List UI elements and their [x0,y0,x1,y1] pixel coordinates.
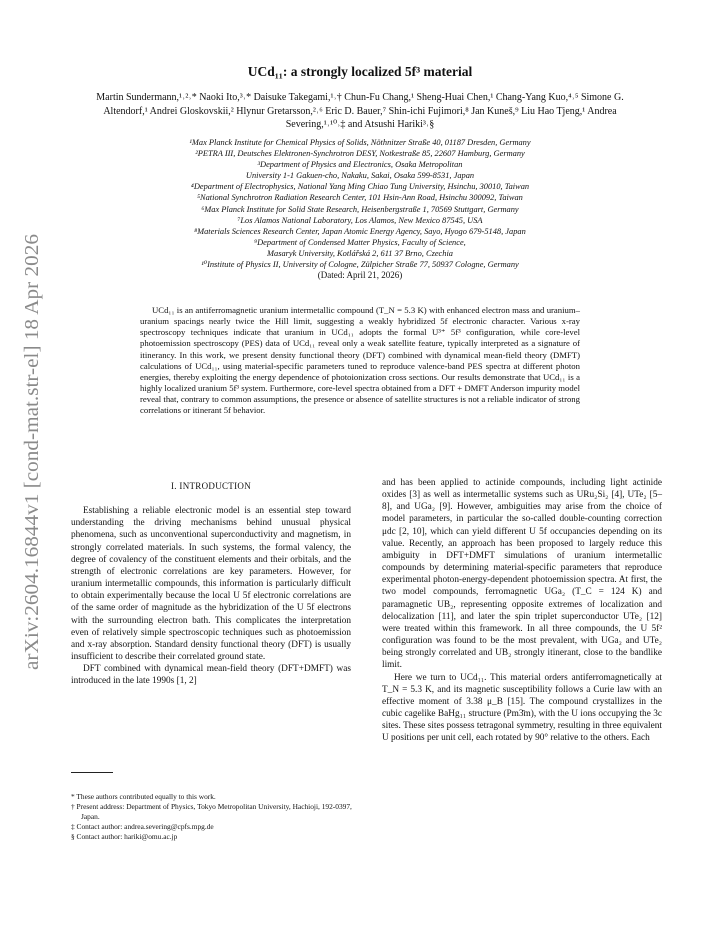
paragraph: DFT combined with dynamical mean-field theory (DFT+DMFT) was introduced in the late 1990s [1, 2] [71,664,351,687]
paper-title: UCd₁₁: a strongly localized 5f³ material [247,64,473,79]
affiliations [92,137,628,281]
affiliation: Masaryk University, Kotlářská 2, 611 37 Brno, Czechia [267,248,453,258]
affiliation: ⁸Materials Sciences Research Center, Japan Atomic Energy Agency, Sayo, Hyogo 679-5148, Japan [194,226,526,236]
affiliation: ⁷Los Alamos National Laboratory, Los Alamos, New Mexico 87545, USA [237,215,483,225]
section-heading: I. INTRODUCTION [171,481,251,491]
footnote: § Contact author: hariki@omu.ac.jp [71,832,178,841]
dated-line: (Dated: April 21, 2026) [317,270,403,281]
right-column [382,477,662,744]
affiliation: ³Department of Physics and Electronics, Osaka Metropolitan [257,160,463,170]
affiliation: ¹Max Planck Institute for Chemical Physics of Solids, Nöthnitzer Straße 40, 01187 Dresden, Germany [189,138,531,147]
paragraph: Here we turn to UCd₁₁. This material orders antiferromagnetically at T_N = 5.3 K, and its magnetic susceptibility follows a Curie law with an effective moment of 3.38 μ_B [15]. The compound crystallizes in the cubic cagelike BaHg₁₁ structure (Pm3̄m), with the U ions occupying the 3c sites. These sites possess tetragonal symmetry, resulting in three equivalent U positions per unit cell, each rotated by 90° relative to the others. Each [382,672,662,744]
author-list: Martin Sundermann,¹˒²˒* Naoki Ito,³˒* Daisuke Takegami,¹˒† Chun-Fu Chang,¹ Sheng-Huai Chen,¹ Chang-Yang Kuo,⁴˒⁵ Simone G. Altendorf,¹ Andrei Gloskovskii,² Hlynur Gretarsson,²˒⁶ Eric D. Bauer,⁷ Shin-ichi Fujimori,⁸ Jan Kuneš,⁹ Liu Hao Tjeng,¹ Andrea Severing,¹˒¹⁰˒‡ and Atsushi Hariki³˒§ [96,92,624,131]
affiliation: ²PETRA III, Deutsches Elektronen-Synchrotron DESY, Notkestraße 85, 22607 Hamburg, Germany [195,149,525,159]
affiliation: ⁹Department of Condensed Matter Physics, Faculty of Science, [254,237,466,247]
footnote: ‡ Contact author: andrea.severing@cpfs.mpg.de [71,822,214,831]
paragraph: Establishing a reliable electronic model is an essential step toward understanding the driving mechanisms behind unusual physical phenomena, such as unconventional superconductivity and magnetism, in strongly correlated materials. In such systems, the formal valency, the degree of covalency of the constituent elements and their orbitals, and the strength of electronic correlations are key parameters. However, for uranium intermetallic compounds, this information is particularly difficult to obtain experimentally because the local U 5f electronic correlations are of the same order of magnitude as the hybridization of the U 5f electrons with the surrounding electron bath. This complicates the interpretation even of relatively simple spectroscopic techniques such as photoemission and x-ray absorption. Standard density functional theory (DFT) is usually insufficient to describe their correlated ground state. [71,506,351,663]
affiliation: ⁴Department of Electrophysics, National Yang Ming Chiao Tung University, Hsinchu, 30010, Taiwan [190,182,530,192]
paragraph: and has been applied to actinide compounds, including light actinide oxides [3] as well as intermetallic systems such as URu₂Si₂ [4], UTe₂ [5–8], and UGa₂ [9]. However, ambiguities may arise from the choice of model parameters, in particular the so-called double-counting correction μdc [2, 10], which can yield different U 5f occupancies depending on its value. Recently, an approach has been proposed to largely reduce this ambiguity in DFT+DMFT simulations of uranium intermetallic compounds by determining material-specific parameters that reproduce experimental photon-energy-dependent photoemission spectra. At first, the two model compounds, ferromagnetic UGa₂ (T_C = 124 K) and paramagnetic UB₂, representing opposite extremes of localization and delocalization [11], and later the spin triplet superconductor UTe₂ [12] were treated within this framework. In all three compounds, the U 5f² configuration was found to be the most prevalent, with UGa₂ and UTe₂ being strongly correlated and UB₂ strongly itinerant, close to the bandlike limit. [382,478,662,671]
affiliation: ⁶Max Planck Institute for Solid State Research, Heisenbergstraße 1, 70569 Stuttgart, Germany [201,204,519,214]
left-column [71,480,351,688]
arxiv-stamp [8,232,52,672]
arxiv-stamp-text: arXiv:2604.16844v1 [cond-mat.str-el] 18 Apr 2026 [22,269,43,670]
footnote-rule [71,772,113,773]
footnote: † Present address: Department of Physics, Tokyo Metropolitan University, Hachioji, 192-0397, Japan. [71,802,352,821]
affiliation: University 1-1 Gakuen-cho, Nakaku, Sakai, Osaka 599-8531, Japan [245,171,475,181]
affiliation: ⁵National Synchrotron Radiation Research Center, 101 Hsin-Ann Road, Hsinchu 300092, Taiwan [197,193,523,203]
abstract: UCd₁₁ is an antiferromagnetic uranium intermetallic compound (T_N = 5.3 K) with enhanced electron mass and uranium–uranium spacings nearly twice the Hill limit, suggesting a weakly hybridized 5f electronic character. Various x-ray spectroscopy techniques indicate that uranium in UCd₁₁ adopts the formal U³⁺ 5f³ configuration, while core-level photoemission spectroscopy (PES) data of UCd₁₁ reveal only a weak satellite feature, typically interpreted as a signature of itinerancy. In this work, we present density functional theory (DFT) combined with dynamical mean-field theory (DMFT) calculations of UCd₁₁, using material-specific parameters tuned to reproduce valence-band PES spectra at different photon energies, thereby exploiting the energy dependence of photoionization cross sections. Our results demonstrate that UCd₁₁ is a highly localized uranium 5f³ system. Furthermore, core-level spectra obtained from a DFT + DMFT Anderson impurity model reveal that, contrary to common assumptions, the presence or absence of satellite structures is not a reliable indicator of strong correlations or itinerant 5f behavior. [140,305,580,416]
affiliation: ¹⁰Institute of Physics II, University of Cologne, Zülpicher Straße 77, 50937 Cologne, Germany [201,260,519,270]
footnote: * These authors contributed equally to this work. [71,792,216,801]
footnotes [71,792,353,842]
